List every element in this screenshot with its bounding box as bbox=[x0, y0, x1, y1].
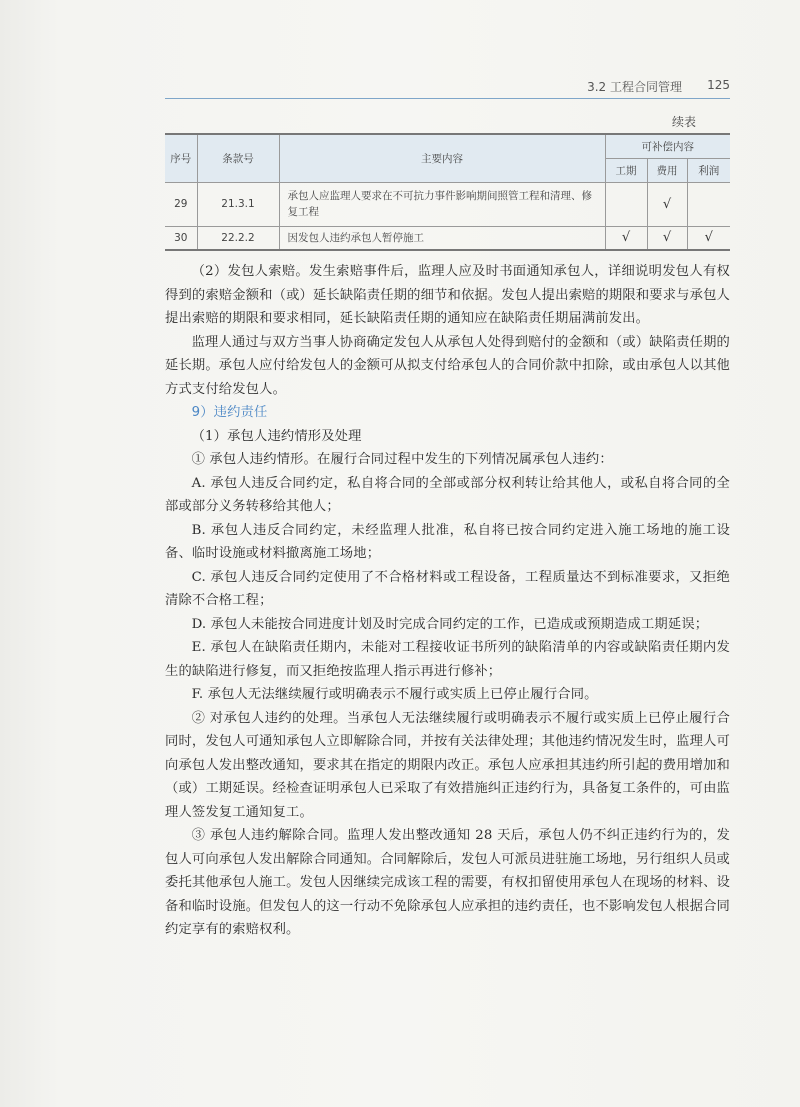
body-text bbox=[165, 260, 730, 942]
cell-no: 29 bbox=[165, 182, 197, 226]
table-row bbox=[165, 182, 730, 226]
paragraph: ① 承包人违约情形。在履行合同过程中发生的下列情况属承包人违约： bbox=[191, 452, 613, 467]
table-continued-label: 续表 bbox=[672, 115, 697, 129]
cell-no: 30 bbox=[165, 226, 197, 250]
cell-period bbox=[605, 182, 647, 226]
cell-clause: 21.3.1 bbox=[197, 182, 279, 226]
paragraph: （1）承包人违约情形及处理 bbox=[191, 428, 362, 444]
paragraph: D. 承包人未能按合同进度计划及时完成合同约定的工作，已造成或预期造成工期延误； bbox=[191, 616, 709, 632]
paragraph: E. 承包人在缺陷责任期内，未能对工程接收证书所列的缺陷清单的内容或缺陷责任期内发生的缺陷进行修复，而又拒绝按监理人指示再进行修补； bbox=[165, 640, 730, 679]
paragraph: A. 承包人违反合同约定，私自将合同的全部或部分权利转让给其他人，或私自将合同的全部或部分义务转移给其他人； bbox=[165, 475, 730, 514]
paragraph: ② 对承包人违约的处理。当承包人无法继续履行或明确表示不履行或实质上已停止履行合同时，发包人可通知承包人立即解除合同，并按有关法律处理；其他违约情况发生时，监理人可向承包人发出整改通知，要求其在指定的期限内改正。承包人应承担其违约所引起的费用增加和（或）工期延误。经检查证明承包人已采取了有效措施纠正违约行为，具备复工条件的，可由监理人签发复工通知复工。 bbox=[165, 710, 730, 820]
compensation-table bbox=[165, 133, 730, 251]
section-heading: 9）违约责任 bbox=[191, 405, 268, 420]
cell-cost: √ bbox=[647, 182, 687, 226]
header-period: 工期 bbox=[605, 158, 647, 182]
paragraph: （2）发包人索赔。发生索赔事件后，监理人应及时书面通知承包人，详细说明发包人有权得到的索赔金额和（或）延长缺陷责任期的细节和依据。发包人提出索赔的期限和要求与承包人提出索赔的期限和要求相同，延长缺陷责任期的通知应在缺陷责任期届满前发出。 bbox=[165, 264, 730, 326]
cell-period: √ bbox=[605, 226, 647, 250]
page-number: 125 bbox=[707, 78, 730, 92]
header-profit: 利润 bbox=[687, 158, 730, 182]
cell-clause: 22.2.2 bbox=[197, 226, 279, 250]
cell-profit: √ bbox=[687, 226, 730, 250]
cell-content: 承包人应监理人要求在不可抗力事件影响期间照管工程和清理、修复工程 bbox=[279, 182, 605, 226]
header-compensable: 可补偿内容 bbox=[605, 134, 730, 158]
header-content: 主要内容 bbox=[279, 134, 605, 182]
paragraph: F. 承包人无法继续履行或明确表示不履行或实质上已停止履行合同。 bbox=[191, 687, 598, 702]
paragraph: ③ 承包人违约解除合同。监理人发出整改通知 28 天后，承包人仍不纠正违约行为的，发包人可向承包人发出解除合同通知。合同解除后，发包人可派员进驻施工场地，另行组织人员或委托其他承包人施工。发包人因继续完成该工程的需要，有权扣留使用承包人在现场的材料、设备和临时设施。但发包人的这一行动不免除承包人应承担的违约责任，也不影响发包人根据合同约定享有的索赔权利。 bbox=[165, 828, 730, 937]
paragraph: B. 承包人违反合同约定，未经监理人批准，私自将已按合同约定进入施工场地的施工设备、临时设施或材料撤离施工场地； bbox=[165, 522, 730, 561]
header-cost: 费用 bbox=[647, 158, 687, 182]
running-header bbox=[165, 78, 730, 98]
header-clause: 条款号 bbox=[197, 134, 279, 182]
header-no: 序号 bbox=[165, 134, 197, 182]
header-rule bbox=[165, 98, 730, 99]
cell-profit bbox=[687, 182, 730, 226]
cell-cost: √ bbox=[647, 226, 687, 250]
section-title: 3.2 工程合同管理 bbox=[587, 80, 682, 94]
table-row bbox=[165, 226, 730, 250]
cell-content: 因发包人违约承包人暂停施工 bbox=[279, 226, 605, 250]
paragraph: 监理人通过与双方当事人协商确定发包人从承包人处得到赔付的金额和（或）缺陷责任期的延长期。承包人应付给发包人的金额可从拟支付给承包人的合同价款中扣除，或由承包人以其他方式支付给发包人。 bbox=[165, 334, 730, 397]
paragraph: C. 承包人违反合同约定使用了不合格材料或工程设备，工程质量达不到标准要求，又拒绝清除不合格工程； bbox=[165, 569, 730, 608]
